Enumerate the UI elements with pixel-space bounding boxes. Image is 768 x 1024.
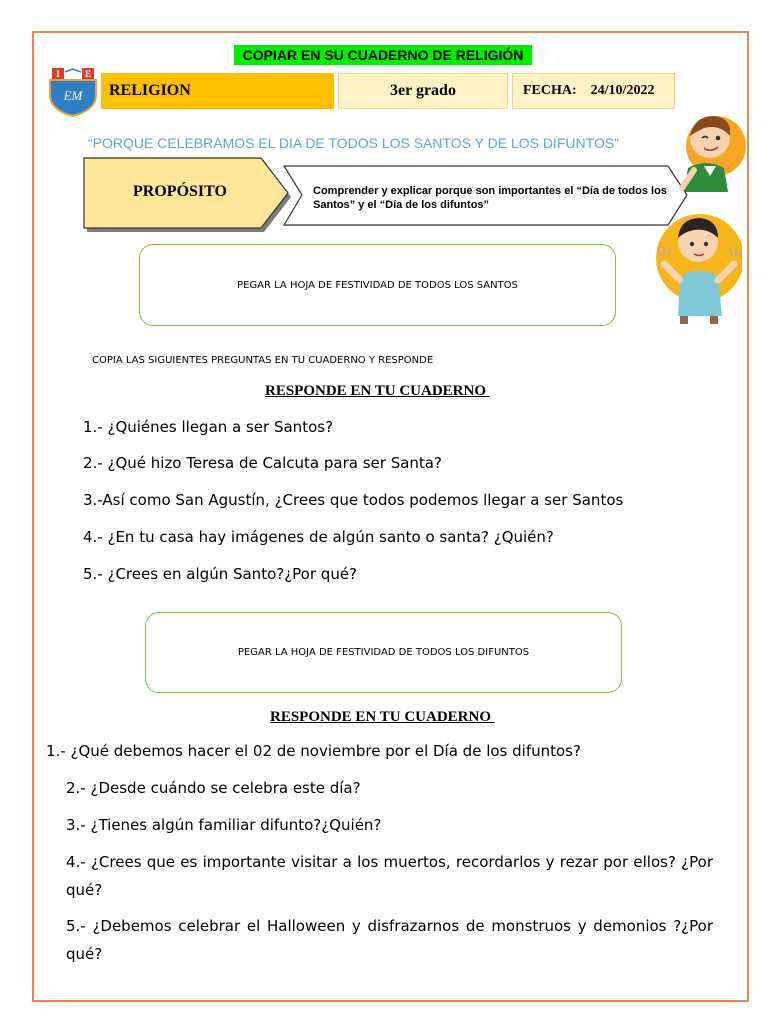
section1-heading: RESPONDE EN TU CUADERNO bbox=[265, 383, 490, 399]
purpose-text: Comprender y explicar porque son importantes el “Día de todos los Santos” y el “Día de los difuntos” bbox=[313, 185, 667, 211]
school-logo bbox=[47, 67, 99, 117]
logo-monogram: EM bbox=[63, 88, 83, 103]
section2-question-5: 5.- ¿Debemos celebrar el Halloween y disfrazarnos de monstruos y demonios ?¿Por qué? bbox=[66, 917, 713, 963]
subject-label: RELIGION bbox=[109, 82, 191, 99]
paste-saints-sheet-box bbox=[139, 244, 616, 326]
section1-question-3: 3.-Así como San Agustín, ¿Crees que todos podemos llegar a ser Santos bbox=[83, 491, 624, 509]
subject-box bbox=[101, 73, 334, 109]
date-box bbox=[512, 73, 675, 109]
section2-question-4: 4.- ¿Crees que es importante visitar a los muertos, recordarlos y rezar por ellos? ¿Por qué? bbox=[66, 853, 713, 899]
paste-deceased-label: PEGAR LA HOJA DE FESTIVIDAD DE TODOS LOS DIFUNTOS bbox=[237, 647, 530, 658]
section2-question-1: 1.- ¿Qué debemos hacer el 02 de noviembre por el Día de los difuntos? bbox=[46, 742, 581, 760]
section2-question-2: 2.- ¿Desde cuándo se celebra este día? bbox=[66, 779, 361, 797]
date-value: 24/10/2022 bbox=[590, 83, 655, 98]
section1-question-2: 2.- ¿Qué hizo Teresa de Calcuta para ser Santa? bbox=[83, 454, 442, 472]
paste-saints-label: PEGAR LA HOJA DE FESTIVIDAD DE TODOS LOS SANTOS bbox=[237, 279, 518, 291]
section2-question-3: 3.- ¿Tienes algún familiar difunto?¿Quién? bbox=[66, 816, 382, 834]
section1-question-5: 5.- ¿Crees en algún Santo?¿Por qué? bbox=[83, 565, 358, 583]
logo-letter-left: I bbox=[56, 69, 60, 79]
logo-letter-right: E bbox=[84, 69, 92, 79]
paste-deceased-sheet-box bbox=[145, 612, 622, 693]
copy-banner: COPIAR EN SU CUADERNO DE RELIGIÓN bbox=[234, 45, 532, 65]
grade-label: 3er grado bbox=[390, 82, 456, 99]
section1-question-1: 1.- ¿Quiénes llegan a ser Santos? bbox=[83, 418, 334, 436]
instructions-text: COPIA LAS SIGUIENTES PREGUNTAS EN TU CUADERNO Y RESPONDE bbox=[92, 355, 434, 366]
lesson-subtitle: “PORQUE CELEBRAMOS EL DIA DE TODOS LOS SANTOS Y DE LOS DIFUNTOS” bbox=[88, 135, 619, 151]
purpose-label: PROPÓSITO bbox=[133, 183, 227, 200]
winking-boy-illustration bbox=[676, 110, 746, 192]
date-label: FECHA: bbox=[523, 83, 577, 98]
grade-box bbox=[338, 73, 508, 109]
section2-heading: RESPONDE EN TU CUADERNO bbox=[270, 709, 495, 725]
praying-boy-illustration bbox=[650, 204, 742, 324]
section1-question-4: 4.- ¿En tu casa hay imágenes de algún santo o santa? ¿Quién? bbox=[83, 528, 554, 546]
